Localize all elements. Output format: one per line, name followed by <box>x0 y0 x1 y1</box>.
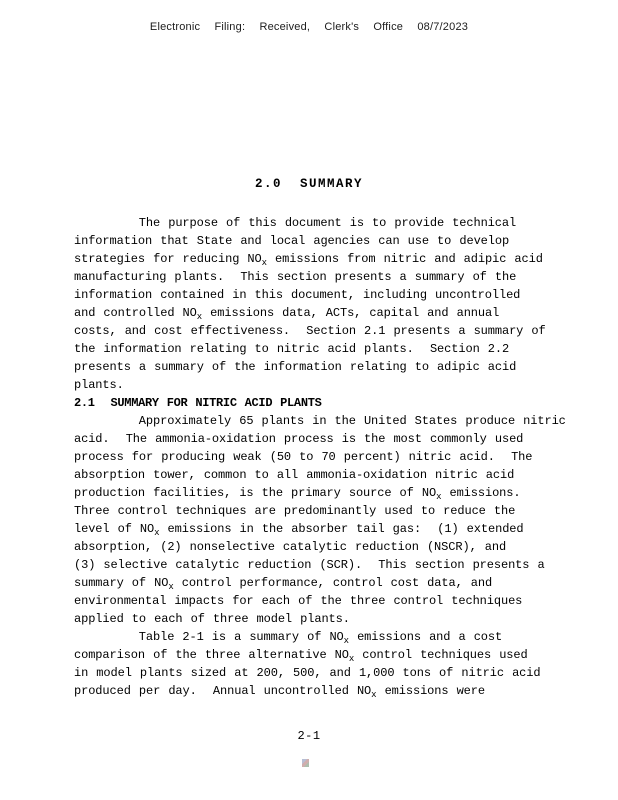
text-line: process for producing weak (50 to 70 percent) nitric acid. The <box>74 450 533 464</box>
section-heading: 2.1 SUMMARY FOR NITRIC ACID PLANTS <box>74 396 322 410</box>
text-line: environmental impacts for each of the three control techniques <box>74 594 523 608</box>
text-line: Approximately 65 plants in the United States produce nitric <box>74 414 566 428</box>
text-line: level of $NO_x$ emissions in the absorber tail gas: (1) extended <box>74 522 524 538</box>
text-line: and controlled $NO_x$ emissions data, ACTs, capital and annual <box>74 306 500 322</box>
text-line: plants. <box>74 378 124 392</box>
text-line: applied to each of three model plants. <box>74 612 350 626</box>
document-body <box>74 214 574 700</box>
text-line: presents a summary of the information relating to adipic acid <box>74 360 517 374</box>
text-line: comparison of the three alternative $NO_x$ control techniques used <box>74 648 528 664</box>
text-line: in model plants sized at 200, 500, and 1,000 tons of nitric acid <box>74 666 541 680</box>
text-line: information contained in this document, including uncontrolled <box>74 288 521 302</box>
text-line: Table 2-1 is a summary of $NO_x$ emissions and a cost <box>74 630 503 646</box>
text-line: The purpose of this document is to provide technical <box>74 216 517 230</box>
text-line: produced per day. Annual uncontrolled $NO_x$ emissions were <box>74 684 485 700</box>
text-line: (3) selective catalytic reduction (SCR). This section presents a <box>74 558 545 572</box>
text-line: manufacturing plants. This section presents a summary of the <box>74 270 517 284</box>
electronic-filing-header: Electronic Filing: Received, Clerk's Office 08/7/2023 <box>149 21 469 33</box>
text-line: absorption tower, common to all ammonia-oxidation nitric acid <box>74 468 515 482</box>
text-line: Three control techniques are predominantly used to reduce the <box>74 504 516 518</box>
text-line: costs, and cost effectiveness. Section 2.1 presents a summary of <box>74 324 546 338</box>
text-line: production facilities, is the primary source of $NO_x$ emissions. <box>74 486 521 502</box>
text-line: acid. The ammonia-oxidation process is the most commonly used <box>74 432 524 446</box>
text-line: information that State and local agencies can use to develop <box>74 234 510 248</box>
page-number: 2-1 <box>297 729 321 743</box>
scan-artifact-icon <box>302 759 309 767</box>
text-line: absorption, (2) nonselective catalytic reduction (NSCR), and <box>74 540 507 554</box>
text-line: summary of $NO_x$ control performance, control cost data, and <box>74 576 493 592</box>
section-title: 2.0 SUMMARY <box>254 177 363 191</box>
text-line: strategies for reducing $NO_x$ emissions from nitric and adipic acid <box>74 252 543 268</box>
text-line: the information relating to nitric acid plants. Section 2.2 <box>74 342 510 356</box>
